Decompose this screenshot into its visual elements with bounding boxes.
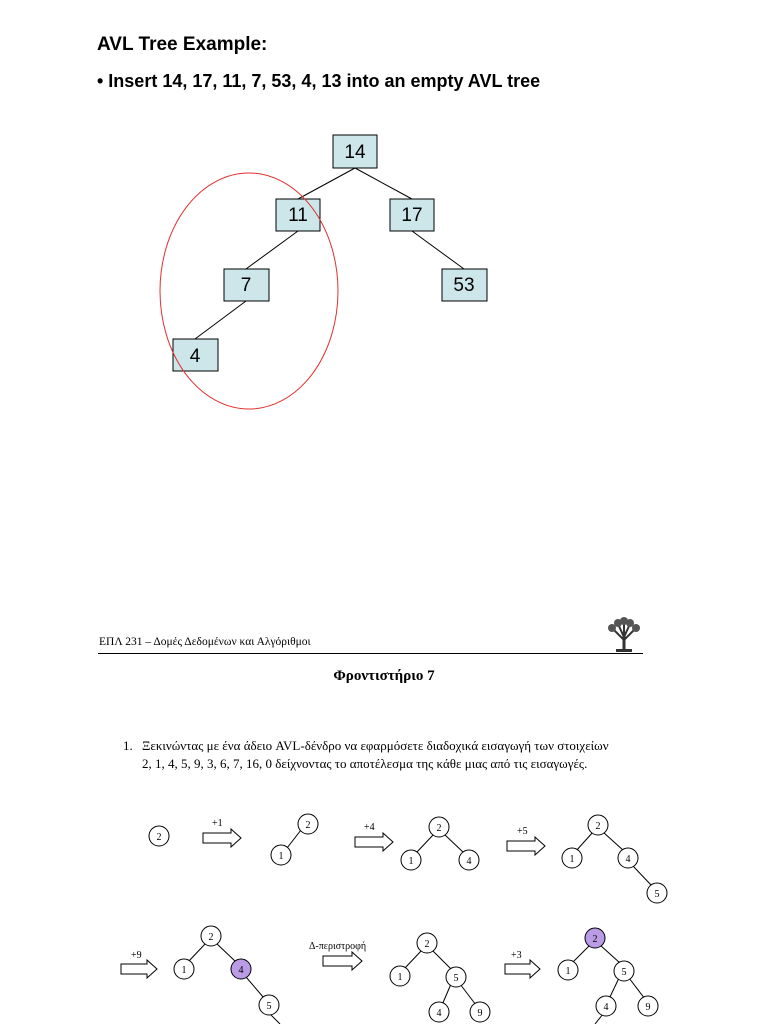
node-label: 1 bbox=[278, 851, 284, 862]
edge-14-17 bbox=[355, 168, 412, 199]
node-label: 7 bbox=[240, 275, 252, 296]
header-divider bbox=[98, 653, 643, 654]
exercise-text-line-2: 2, 1, 4, 5, 9, 3, 6, 7, 16, 0 δείχνοντας το αποτέλεσμα της κάθε μιας από τις εισαγωγές. bbox=[142, 756, 588, 771]
node-label: 1 bbox=[569, 854, 575, 865]
node-label: 11 bbox=[288, 205, 308, 226]
node-label: 1 bbox=[565, 966, 571, 977]
step-tree-3 bbox=[401, 817, 479, 870]
node-label: 9 bbox=[645, 1002, 651, 1013]
node-label: 2 bbox=[592, 934, 598, 945]
node-label: 5 bbox=[453, 973, 459, 984]
node-label: 4 bbox=[466, 856, 472, 867]
node-label: 2 bbox=[595, 821, 601, 832]
tree-node-17 bbox=[390, 199, 434, 231]
tree-node-14 bbox=[333, 135, 377, 168]
node-label: 4 bbox=[603, 1002, 609, 1013]
op-label: +3 bbox=[511, 950, 522, 961]
node-label: 14 bbox=[344, 142, 366, 163]
node-label: 4 bbox=[238, 965, 244, 976]
step-tree-1 bbox=[149, 826, 169, 846]
node-label: 9 bbox=[477, 1008, 483, 1019]
tree-node-7 bbox=[224, 269, 269, 301]
edge-7-4 bbox=[195, 301, 246, 339]
node-label: 5 bbox=[621, 967, 627, 978]
tree-node-11 bbox=[276, 199, 320, 231]
arrow-rotation bbox=[309, 941, 366, 970]
node-label: 5 bbox=[266, 1001, 272, 1012]
avl-tree-diagram bbox=[160, 135, 487, 409]
node-label: 1 bbox=[397, 972, 403, 983]
step-tree-6 bbox=[390, 933, 490, 1022]
node-label: 2 bbox=[305, 820, 311, 831]
node-label: 2 bbox=[156, 832, 162, 843]
node-label: 17 bbox=[401, 205, 423, 226]
doc-title: Φροντιστήριο 7 bbox=[333, 668, 435, 684]
node-label: 4 bbox=[189, 346, 201, 367]
arrow-insert-1 bbox=[203, 818, 241, 847]
node-label: 1 bbox=[408, 856, 414, 867]
op-label: Δ-περιστροφή bbox=[309, 941, 367, 952]
node-label: 4 bbox=[625, 854, 631, 865]
node-label: 2 bbox=[436, 823, 442, 834]
op-label: +5 bbox=[517, 826, 528, 837]
tree-node-4 bbox=[173, 339, 218, 371]
node-label: 1 bbox=[181, 965, 187, 976]
node-label: 4 bbox=[436, 1008, 442, 1019]
slide-title: AVL Tree Example: bbox=[97, 34, 268, 55]
op-label: +9 bbox=[131, 950, 142, 961]
edge-17-53 bbox=[412, 231, 464, 269]
step-tree-4 bbox=[562, 815, 667, 903]
doc-header: ΕΠΛ 231 – Δομές Δεδομένων και Αλγόριθμοι bbox=[99, 636, 311, 648]
edge-14-11 bbox=[298, 168, 355, 199]
op-label: +1 bbox=[212, 818, 223, 829]
arrow-insert-4 bbox=[355, 822, 393, 851]
node-label: 5 bbox=[654, 889, 660, 900]
tree-node-53 bbox=[442, 269, 487, 301]
op-label: +4 bbox=[364, 822, 375, 833]
edge-11-7 bbox=[246, 231, 298, 269]
slide-bullet: • Insert 14, 17, 11, 7, 53, 4, 13 into an empty AVL tree bbox=[97, 71, 541, 91]
step-tree-5 bbox=[174, 926, 280, 1024]
arrow-insert-3 bbox=[505, 950, 540, 978]
node-label: 2 bbox=[208, 932, 214, 943]
university-logo bbox=[607, 617, 641, 652]
exercise-text-line-1: Ξεκινώντας με ένα άδειο AVL-δένδρο να εφαρμόσετε διαδοχικά εισαγωγή των στοιχείων bbox=[142, 738, 609, 753]
step-tree-2 bbox=[271, 814, 318, 865]
node-label: 53 bbox=[453, 275, 475, 296]
exercise-number: 1. bbox=[123, 738, 133, 753]
arrow-insert-5 bbox=[507, 826, 545, 855]
node-label: 2 bbox=[424, 939, 430, 950]
step-tree-7 bbox=[558, 928, 658, 1024]
arrow-insert-9 bbox=[121, 950, 157, 978]
